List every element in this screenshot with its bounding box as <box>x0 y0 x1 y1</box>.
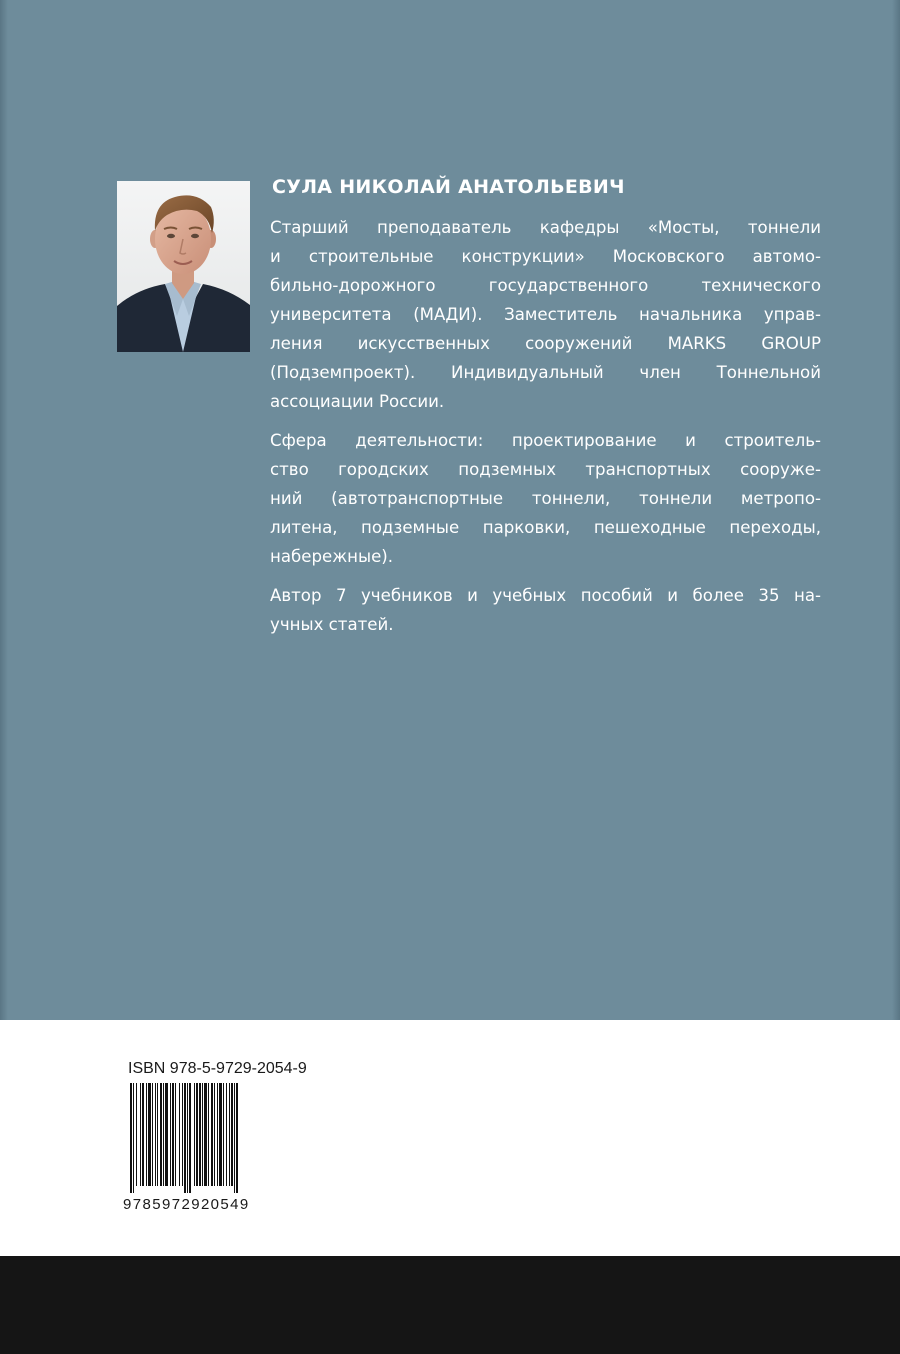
barcode-bar <box>170 1083 171 1186</box>
barcode-bar <box>163 1083 164 1186</box>
cover-right-edge <box>892 0 900 1020</box>
author-photo <box>117 181 250 352</box>
barcode-bar <box>133 1083 134 1193</box>
author-bio <box>270 213 821 649</box>
bio-line: ассоциации России. <box>270 392 445 411</box>
bio-line: ство городских подземных транспортных сооруже- <box>270 460 821 479</box>
barcode-bar <box>165 1083 168 1186</box>
barcode-bar <box>214 1083 215 1186</box>
barcode-bar <box>172 1083 174 1186</box>
barcode-bar <box>157 1083 158 1186</box>
barcode-bar <box>187 1083 188 1193</box>
bio-line: ления искусственных сооружений MARKS GROUP <box>270 334 821 353</box>
barcode-bar <box>196 1083 198 1186</box>
barcode-bar <box>136 1083 137 1186</box>
barcode-bar <box>202 1083 203 1186</box>
barcode-bar <box>199 1083 201 1186</box>
cover-bottom-band <box>0 1256 900 1354</box>
isbn-label: ISBN 978-5-9729-2054-9 <box>128 1060 307 1077</box>
bio-paragraph-position <box>270 213 821 416</box>
barcode-bar <box>234 1083 235 1193</box>
barcode-bar <box>140 1083 141 1186</box>
barcode-bar <box>229 1083 230 1186</box>
barcode-bar <box>130 1083 132 1193</box>
bio-line: Старший преподаватель кафедры «Мосты, тоннели <box>270 218 821 237</box>
barcode-bar <box>148 1083 151 1186</box>
bio-line: литена, подземные парковки, пешеходные переходы, <box>270 518 821 537</box>
barcode-bar <box>219 1083 222 1186</box>
bio-line: учных статей. <box>270 615 394 634</box>
barcode-bar <box>217 1083 218 1186</box>
barcode-bar <box>208 1083 209 1186</box>
barcode-bar <box>189 1083 191 1193</box>
barcode-bar <box>175 1083 176 1186</box>
barcode-bar <box>226 1083 227 1186</box>
bio-line: университета (МАДИ). Заместитель начальника управ- <box>270 305 821 324</box>
bio-line: ний (автотранспортные тоннели, тоннели метропо- <box>270 489 821 508</box>
barcode-bar <box>231 1083 233 1186</box>
bio-line: и строительные конструкции» Московского автомо- <box>270 247 821 266</box>
barcode-bar <box>194 1083 195 1186</box>
bio-line: Автор 7 учебников и учебных пособий и более 35 на- <box>270 586 821 605</box>
barcode-bar <box>179 1083 180 1186</box>
bio-line: (Подземпроект). Индивидуальный член Тоннельной <box>270 363 821 382</box>
barcode-bar <box>160 1083 162 1186</box>
barcode-bar <box>155 1083 156 1186</box>
barcode-bar <box>182 1083 183 1186</box>
barcode-bar <box>204 1083 207 1186</box>
barcode-bar <box>223 1083 224 1186</box>
bio-line: бильно-дорожного государственного технического <box>270 276 821 295</box>
barcode-bar <box>142 1083 144 1186</box>
barcode-digits: 9785972920549 <box>123 1196 250 1213</box>
barcode-bar <box>152 1083 153 1186</box>
barcode-bar <box>211 1083 213 1186</box>
cover-left-edge <box>0 0 8 1020</box>
bio-line: Сфера деятельности: проектирование и строитель- <box>270 431 821 450</box>
barcode-bar <box>184 1083 186 1193</box>
barcode-icon <box>130 1083 276 1193</box>
author-portrait-icon <box>117 181 250 352</box>
barcode-bar <box>146 1083 147 1186</box>
barcode-bar <box>236 1083 238 1193</box>
bio-paragraph-activity <box>270 426 821 571</box>
author-name: СУЛА НИКОЛАЙ АНАТОЛЬЕВИЧ <box>272 176 625 198</box>
bio-line: набережные). <box>270 547 394 566</box>
bio-paragraph-publications <box>270 581 821 639</box>
